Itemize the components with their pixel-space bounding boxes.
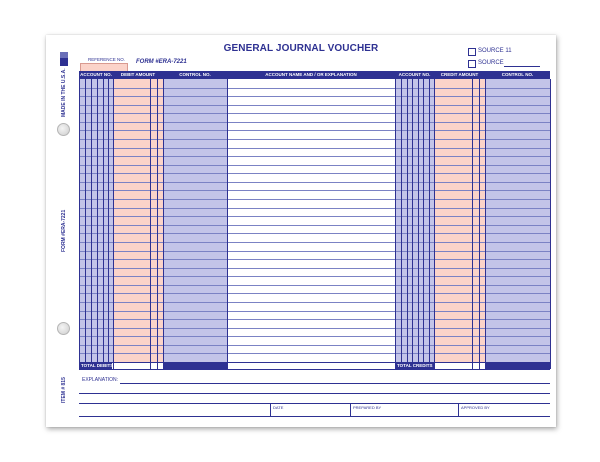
left-account-header: ACCOUNT NO.: [80, 72, 112, 77]
approved-by-label: APPROVED BY: [461, 405, 490, 410]
right-account-header: ACCOUNT NO.: [398, 72, 431, 77]
ledger-column-line: [434, 79, 435, 369]
ledger-column-line: [423, 79, 424, 369]
binder-hole-top: [57, 123, 70, 136]
source-1-label: SOURCE 11: [478, 48, 512, 54]
explanation-line-2[interactable]: [79, 393, 550, 394]
source-2-checkbox[interactable]: [468, 60, 476, 68]
explanation-line-1[interactable]: [120, 383, 550, 384]
brand-logo-icon: [60, 52, 68, 66]
explanation-header: ACCOUNT NAME AND / OR EXPLANATION: [265, 72, 357, 77]
form-number: FORM #ERA-7221: [136, 59, 187, 65]
ledger-column-line: [227, 79, 228, 369]
ledger-column-line: [407, 79, 408, 369]
binder-hole-bottom: [57, 322, 70, 335]
made-in-usa-label: MADE IN THE U.S.A.: [61, 68, 67, 117]
source-2-blank[interactable]: [504, 66, 540, 67]
ledger-column-line: [395, 79, 396, 369]
total-debits-control-bar: [163, 362, 227, 369]
ledger-column-line: [103, 79, 104, 369]
totals-bottom-line: [79, 369, 550, 370]
source-1-checkbox[interactable]: [468, 48, 476, 56]
ledger-column-line: [485, 79, 486, 369]
ledger-column-line: [550, 79, 551, 369]
total-credits-label: TOTAL CREDITS: [397, 363, 433, 368]
ledger-column-line: [163, 79, 164, 369]
explanation-label: EXPLANATION:: [82, 377, 119, 383]
explanation-line-3[interactable]: [79, 403, 550, 404]
ledger-column-line: [157, 79, 158, 369]
reference-number-label: REFERENCE NO.: [88, 57, 126, 62]
total-debits-label: TOTAL DEBITS: [81, 363, 114, 368]
source-2-label: SOURCE: [478, 60, 504, 66]
ledger-column-line: [97, 79, 98, 369]
total-credits-control-bar: [485, 362, 550, 369]
ledger-column-line: [401, 79, 402, 369]
side-form-code: FORM #ERA-7221: [61, 209, 67, 252]
date-label: DATE: [273, 405, 284, 410]
ledger-column-line: [150, 79, 151, 369]
ledger-column-line: [472, 79, 473, 369]
debit-amount-header: DEBIT AMOUNT: [120, 72, 156, 77]
ledger-column-line: [91, 79, 92, 369]
ledger-column-line: [412, 79, 413, 369]
ledger-column-line: [113, 79, 114, 369]
right-control-header: CONTROL NO.: [501, 72, 534, 77]
form-title: GENERAL JOURNAL VOUCHER: [223, 43, 379, 54]
ledger-column-line: [79, 79, 80, 369]
ledger-column-line: [479, 79, 480, 369]
left-control-header: CONTROL NO.: [179, 72, 211, 77]
date-divider: [270, 404, 271, 416]
ledger-column-line: [108, 79, 109, 369]
approved-divider: [458, 404, 459, 416]
credit-amount-header: CREDIT AMOUNT: [440, 72, 479, 77]
side-item-code: ITEM # 815: [61, 377, 67, 403]
ledger-column-line: [418, 79, 419, 369]
prepared-by-label: PREPARED BY: [353, 405, 382, 410]
voucher-sheet: [46, 35, 556, 427]
prepared-divider: [350, 404, 351, 416]
ledger-column-line: [85, 79, 86, 369]
ledger-column-line: [429, 79, 430, 369]
signature-line: [79, 416, 550, 417]
